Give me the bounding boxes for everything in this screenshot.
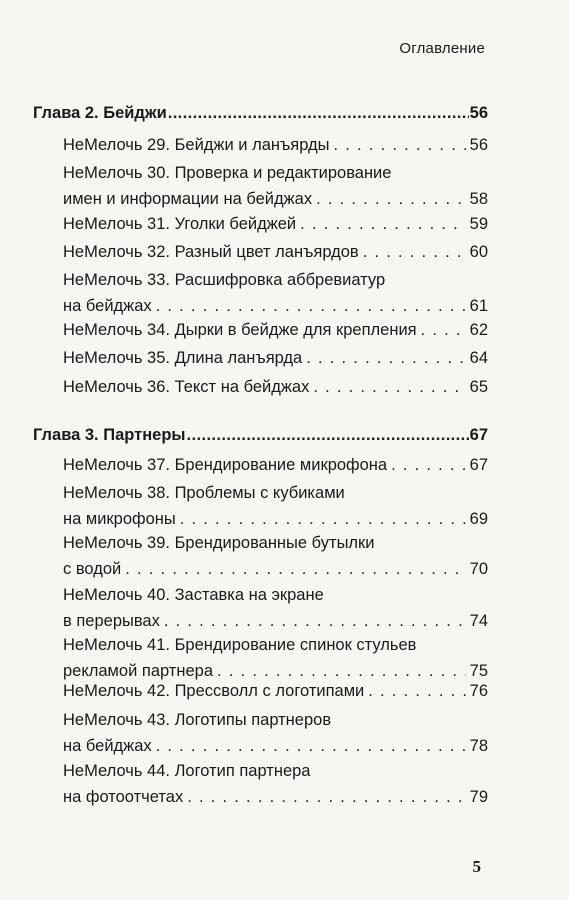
entry-title: НеМелочь 35. Длина ланъярда (63, 349, 303, 367)
toc-entry-31[interactable] (63, 211, 488, 237)
page-number: 58 (469, 190, 488, 208)
entry-title-line2: рекламой партнера (63, 662, 214, 680)
entry-title-line1: НеМелочь 43. Логотипы партнеров (63, 711, 332, 729)
toc-entry-40[interactable] (63, 582, 488, 634)
toc-entry-38[interactable] (63, 480, 488, 532)
entry-title-line1: НеМелочь 39. Брендированные бутылки (63, 534, 375, 552)
toc-entry-37[interactable] (63, 452, 488, 478)
page-number: 67 (469, 426, 488, 444)
dot-leader (368, 678, 465, 704)
page-number: 76 (469, 682, 488, 700)
dot-leader (363, 239, 466, 265)
entry-title-line2: имен и информации на бейджах (63, 190, 313, 208)
dot-leader (300, 211, 465, 237)
dot-leader (306, 345, 465, 371)
entry-title: НеМелочь 36. Текст на бейджах (63, 378, 310, 396)
dot-leader (316, 186, 466, 212)
entry-title-line1: НеМелочь 40. Заставка на экране (63, 586, 324, 604)
page-number: 74 (469, 612, 488, 630)
entry-title-line1: НеМелочь 38. Проблемы с кубиками (63, 484, 345, 502)
toc-entry-29[interactable] (63, 132, 488, 158)
entry-title-line2: на фотоотчетах (63, 788, 184, 806)
toc-entry-33[interactable] (63, 267, 488, 319)
chapter-title: Глава 2. Бейджи (33, 104, 167, 122)
dot-leader (391, 452, 466, 478)
folio-page-number: 5 (472, 857, 481, 876)
dot-leader (125, 556, 465, 582)
entry-title-line1: НеМелочь 41. Брендирование спинок стульев (63, 636, 417, 654)
dot-leader (187, 422, 469, 448)
page-number: 62 (469, 321, 488, 339)
entry-title: НеМелочь 37. Брендирование микрофона (63, 456, 388, 474)
toc-entry-44[interactable] (63, 758, 488, 810)
toc-entry-36[interactable] (63, 374, 488, 400)
dot-leader (156, 293, 466, 319)
entry-title: НеМелочь 32. Разный цвет ланъярдов (63, 243, 359, 261)
toc-entry-43[interactable] (63, 707, 488, 759)
entry-title: НеМелочь 31. Уголки бейджей (63, 215, 297, 233)
page-number: 61 (469, 297, 488, 315)
page-number: 59 (469, 215, 488, 233)
entry-title-line2: на бейджах (63, 737, 152, 755)
running-header: Оглавление (399, 40, 485, 57)
entry-title: НеМелочь 29. Бейджи и ланъярды (63, 136, 330, 154)
toc-entry-30[interactable] (63, 160, 488, 212)
toc-entry-32[interactable] (63, 239, 488, 265)
dot-leader (187, 784, 465, 810)
dot-leader (313, 374, 465, 400)
dot-leader (164, 608, 466, 634)
entry-title: НеМелочь 34. Дырки в бейдже для крепления (63, 321, 417, 339)
page-number: 60 (469, 243, 488, 261)
entry-title-line1: НеМелочь 44. Логотип партнера (63, 762, 311, 780)
entry-title-line1: НеМелочь 33. Расшифровка аббревиатур (63, 271, 386, 289)
toc-entry-41[interactable] (63, 632, 488, 684)
toc-entry-42[interactable] (63, 678, 488, 704)
page-number: 64 (469, 349, 488, 367)
page-number: 79 (469, 788, 488, 806)
page-number: 75 (469, 662, 488, 680)
toc-chapter-3[interactable] (33, 422, 488, 448)
entry-title-line2: на бейджах (63, 297, 152, 315)
entry-title: НеМелочь 42. Прессволл с логотипами (63, 682, 365, 700)
toc-entry-35[interactable] (63, 345, 488, 371)
page-number: 70 (469, 560, 488, 578)
dot-leader (334, 132, 466, 158)
toc-chapter-2[interactable] (33, 100, 488, 126)
dot-leader (421, 317, 466, 343)
entry-title-line2: на микрофоны (63, 510, 176, 528)
entry-title-line1: НеМелочь 30. Проверка и редактирование (63, 164, 392, 182)
chapter-title: Глава 3. Партнеры (33, 426, 186, 444)
page-number: 56 (469, 104, 488, 122)
page-number: 78 (469, 737, 488, 755)
page-number: 65 (469, 378, 488, 396)
page-number: 69 (469, 510, 488, 528)
entry-title-line2: с водой (63, 560, 122, 578)
page-number: 67 (469, 456, 488, 474)
dot-leader (180, 506, 466, 532)
toc-entry-34[interactable] (63, 317, 488, 343)
dot-leader (168, 100, 469, 126)
dot-leader (156, 733, 466, 759)
entry-title-line2: в перерывах (63, 612, 160, 630)
page-number: 56 (469, 136, 488, 154)
toc-entry-39[interactable] (63, 530, 488, 582)
